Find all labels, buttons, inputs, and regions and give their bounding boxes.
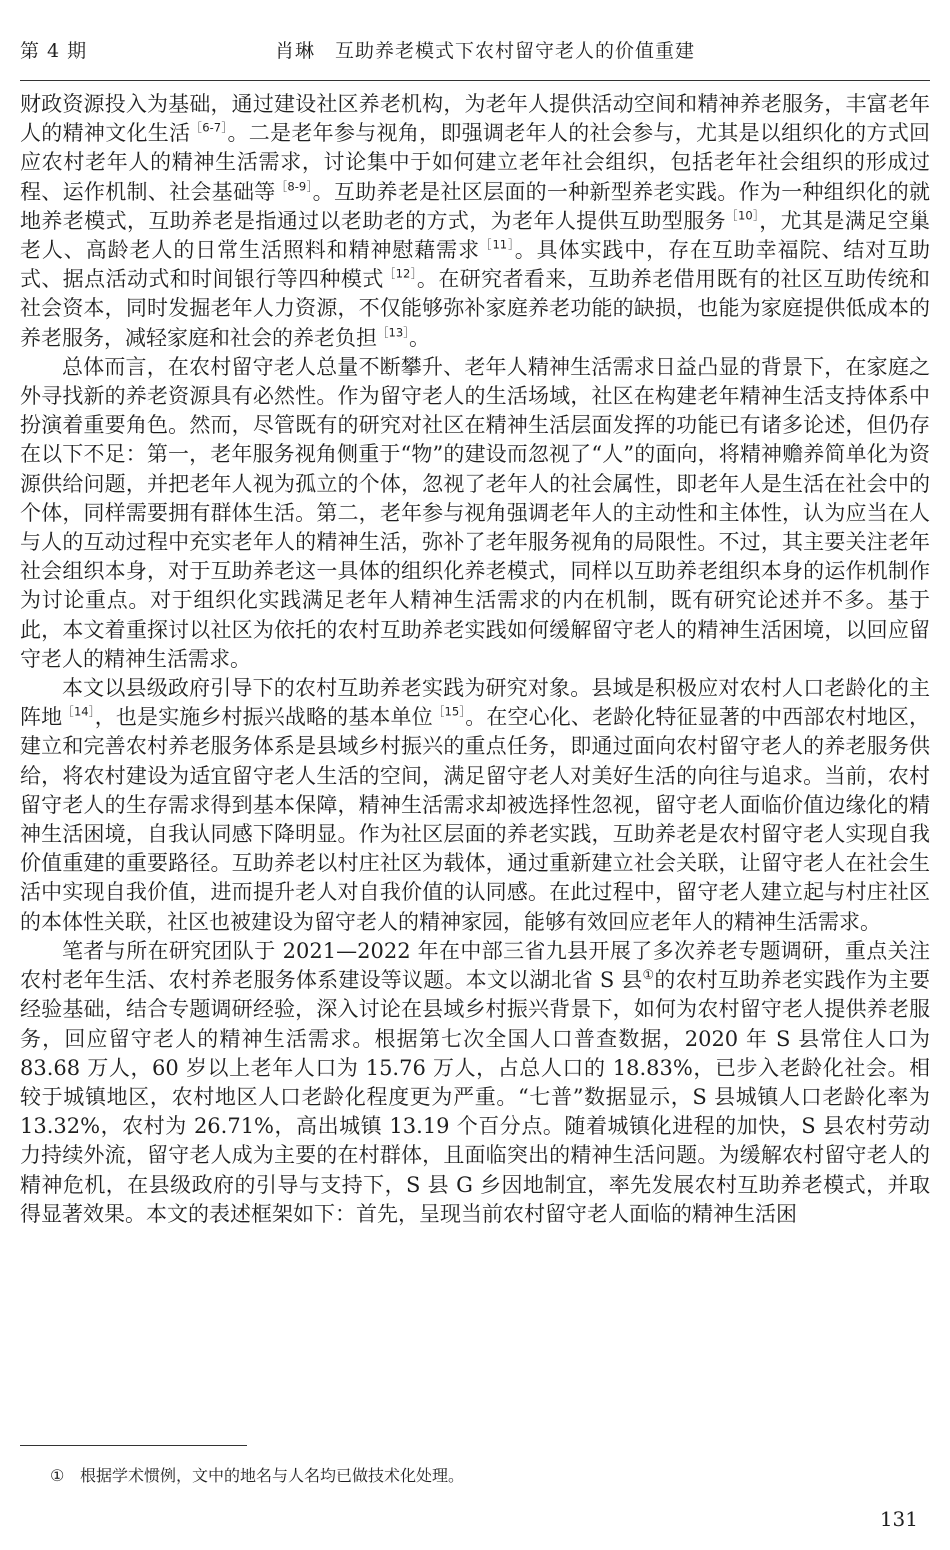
issue-label: 第 4 期 xyxy=(20,40,88,62)
footnote xyxy=(50,1466,464,1486)
text-run: 本文以县级政府引导下的农村互助养老实践为研究对象。县域是积极应对农村人口老龄化的主阵地 xyxy=(20,676,930,730)
header-divider xyxy=(20,80,930,81)
citation-ref: ［11］ xyxy=(480,237,515,252)
page-number: 131 xyxy=(879,1507,918,1531)
text-run: 的农村互助养老实践作为主要经验基础，结合专题调研经验，深入讨论在县域乡村振兴背景下，如何为农村留守老人提供养老服务，回应留守老人的精神生活需求。根据第七次全国人口普查数据，2020 年 S 县常住人口为 83.68 万人，60 岁以上老年人口为 15.76 万人，占总人口的 18.83%，已步入老龄化社会。相较于城镇地区，农村地区人口老龄化程度更为严重。“七普”数据显示，S 县城镇人口老龄化率为 13.32%，农村为 26.71%，高出城镇 13.19 个百分点。随着城镇化进程的加快，S 县农村劳动力持续外流，留守老人成为主要的在村群体，且面临突出的精神生活问题。为缓解农村留守老人的精神危机，在县级政府的引导与支持下，S 县 G 乡因地制宜，率先发展农村互助养老模式，并取得显著效果。本文的表述框架如下：首先，呈现当前农村留守老人面临的精神生活困 xyxy=(20,968,931,1226)
text-run: 。二是老年参与视角，即强调老年人的社会参与，尤其是以组织化的方式回应农村老年人的精神生活需求，讨论集中于如何建立老年社会组织，包括老年社会组织的形成过程、运作机制、社会基础等 xyxy=(20,121,931,204)
text-run: 。 xyxy=(409,325,431,350)
text-run: ，尤其是满足空巢老人、高龄老人的日常生活照料和精神慰藉需求 xyxy=(20,208,930,263)
footnote-text: 根据学术惯例，文中的地名与人名均已做技术化处理。 xyxy=(80,1466,465,1485)
citation-ref: ［6-7］ xyxy=(190,120,228,135)
text-run: 。具体实践中，存在互助幸福院、结对互助式、据点活动式和时间银行等四种模式 xyxy=(20,238,931,292)
citation-ref: ［15］ xyxy=(432,704,466,719)
footnote-divider xyxy=(20,1445,247,1446)
running-title: 肖琳 互助养老模式下农村留守老人的价值重建 xyxy=(275,40,696,62)
running-header xyxy=(0,0,950,80)
citation-ref: ［12］ xyxy=(383,266,417,281)
citation-ref: ［14］ xyxy=(62,704,95,719)
paragraph xyxy=(20,353,930,674)
paragraph xyxy=(20,674,930,937)
paragraph xyxy=(20,937,930,1229)
text-run: 笔者与所在研究团队于 2021—2022 年在中部三省九县开展了多次养老专题调研，重点关注农村老年生活、农村养老服务体系建设等议题。本文以湖北省 S 县 xyxy=(20,938,930,993)
footnote-number: ① xyxy=(50,1466,65,1485)
citation-ref: ［10］ xyxy=(726,208,760,223)
text-run: 。互助养老是社区层面的一种新型养老实践。作为一种组织化的就地养老模式，互助养老是指通过以老助老的方式，为老年人提供互助型服务 xyxy=(20,179,930,233)
text-run: 总体而言，在农村留守老人总量不断攀升、老年人精神生活需求日益凸显的背景下，在家庭之外寻找新的养老资源具有必然性。作为留守老人的生活场域，社区在构建老年精神生活支持体系中扮演着重要角色。然而，尽管既有的研究对社区在精神生活层面发挥的功能已有诸多论述，但仍存在以下不足：第一，老年服务视角侧重于“物”的建设而忽视了“人”的面向，将精神赡养简单化为资源供给问题，并把老年人视为孤立的个体，忽视了老年人的社会属性，即老年人是生活在社会中的个体，同样需要拥有群体生活。第二，老年参与视角强调老年人的主动性和主体性，认为应当在人与人的互动过程中充实老年人的精神生活，弥补了老年服务视角的局限性。不过，其主要关注老年社会组织本身，对于互助养老这一具体的组织化养老模式，同样以互助养老组织本身的运作机制作为讨论重点。对于组织化实践满足老年人精神生活需求的内在机制，既有研究论述并不多。基于此，本文着重探讨以社区为依托的农村互助养老实践如何缓解留守老人的精神生活困境，以回应留守老人的精神生活需求。 xyxy=(20,354,930,671)
text-run: 财政资源投入为基础，通过建设社区养老机构，为老年人提供活动空间和精神养老服务，丰富老年人的精神文化生活 xyxy=(20,92,930,146)
citation-ref: ［8-9］ xyxy=(275,178,313,193)
paragraph xyxy=(20,90,930,353)
text-run: 。在研究者看来，互助养老借用既有的社区互助传统和社会资本，同时发掘老年人力资源，不仅能够弥补家庭养老功能的缺损，也能为家庭提供低成本的养老服务，减轻家庭和社会的养老负担 xyxy=(20,267,931,350)
article-body xyxy=(20,90,930,1229)
footnote-ref: ① xyxy=(642,968,655,984)
citation-ref: ［13］ xyxy=(377,324,410,339)
text-run: ，也是实施乡村振兴战略的基本单位 xyxy=(94,705,433,730)
text-run: 。在空心化、老龄化特征显著的中西部农村地区，建立和完善农村养老服务体系是县域乡村振兴的重点任务，即通过面向农村留守老人的养老服务供给，将农村建设为适宜留守老人生活的空间，满足留守老人对美好生活的向往与追求。当前，农村留守老人的生存需求得到基本保障，精神生活需求却被选择性忽视，留守老人面临价值边缘化的精神生活困境，自我认同感下降明显。作为社区层面的养老实践，互助养老是农村留守老人实现自我价值重建的重要路径。互助养老以村庄社区为载体，通过重新建立社会关联，让留守老人在社会生活中实现自我价值，进而提升老人对自我价值的认同感。在此过程中，留守老人建立起与村庄社区的本体性关联，社区也被建设为留守老人的精神家园，能够有效回应老年人的精神生活需求。 xyxy=(20,705,931,934)
